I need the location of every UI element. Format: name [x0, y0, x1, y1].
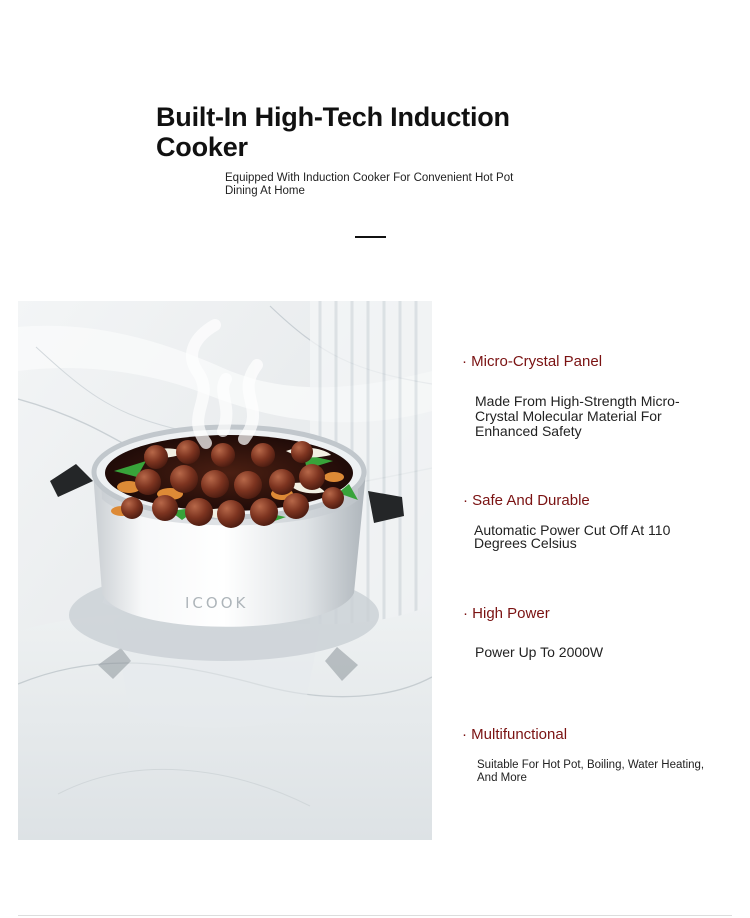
feature-title-safe-and-durable: · Safe And Durable	[463, 492, 590, 509]
feature-description-high-power: Power Up To 2000W	[475, 644, 604, 660]
page-title: Built-In High-Tech Induction Cooker	[156, 102, 510, 162]
product-photo	[18, 301, 432, 840]
feature-title-high-power: · High Power	[463, 605, 550, 622]
title-divider	[355, 236, 386, 238]
feature-description-safe-and-durable: Automatic Power Cut Off At 110 Degrees Celsius	[474, 522, 671, 551]
page-subtitle: Equipped With Induction Cooker For Convenient Hot Pot Dining At Home	[225, 172, 514, 197]
pot-brand-mark: ICOOK	[185, 594, 249, 612]
feature-description-multifunctional: Suitable For Hot Pot, Boiling, Water Heating, And More	[477, 759, 705, 784]
hot-pot-illustration	[18, 301, 432, 840]
feature-title-multifunctional: · Multifunctional	[462, 726, 568, 743]
feature-title-micro-crystal-panel: · Micro-Crystal Panel	[462, 353, 603, 370]
bottom-divider	[18, 915, 732, 916]
feature-description-micro-crystal-panel: Made From High-Strength Micro-Crystal Molecular Material For Enhanced Safety	[475, 393, 680, 439]
